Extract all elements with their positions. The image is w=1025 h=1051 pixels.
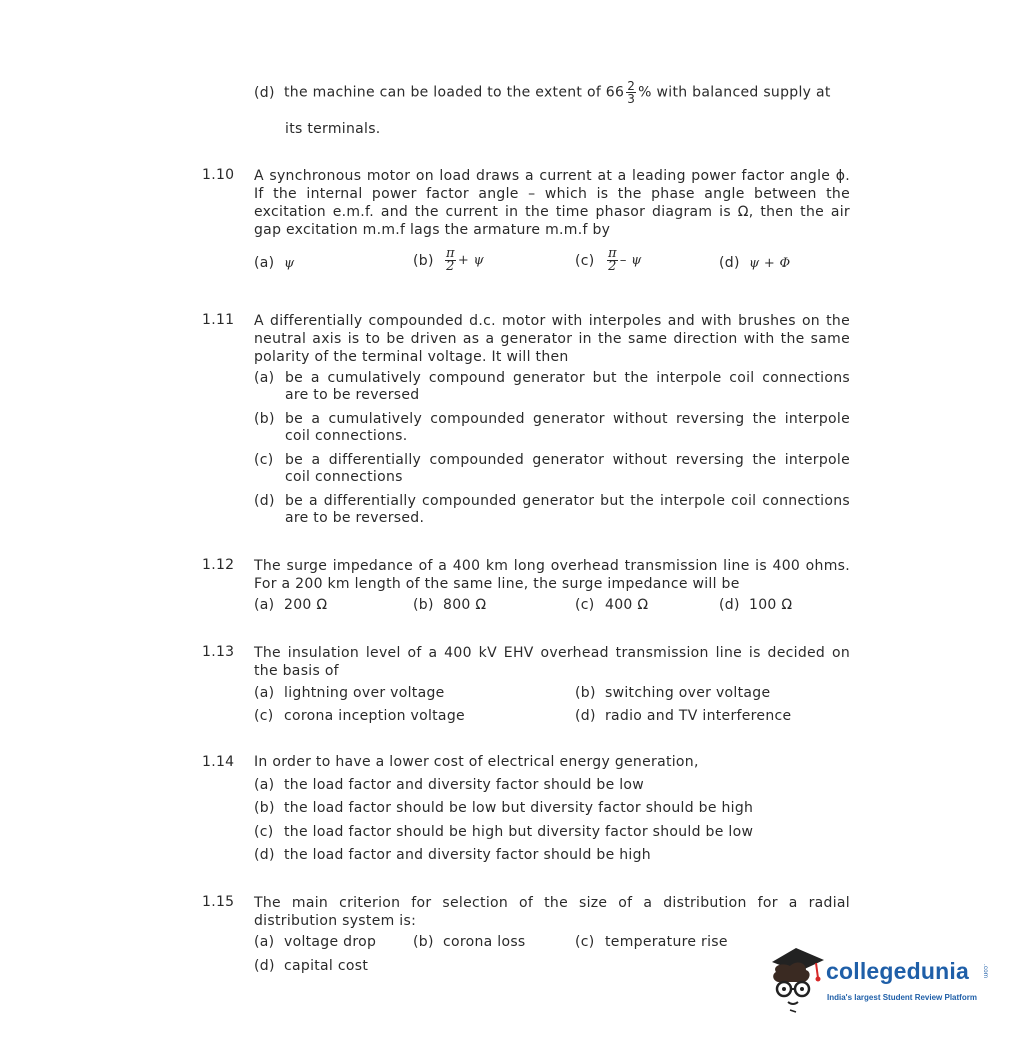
option-text: be a cumulatively compounded generator without reversing the interpole coil connections. — [285, 411, 850, 444]
option-label: (b) — [254, 800, 275, 816]
q109-option-d — [254, 80, 831, 105]
q110-option-d — [719, 255, 791, 271]
option-label: (d) — [254, 84, 275, 101]
question-number: 1.15 — [202, 894, 235, 910]
option-label: (c) — [254, 452, 274, 468]
option-text: be a cumulatively compound generator but the interpole coil connections are to be reversed — [285, 370, 850, 403]
option-label: (a) — [254, 255, 275, 271]
option-label: (a) — [254, 934, 275, 950]
fraction: $\frac{\pi}{2}$ — [608, 246, 617, 274]
option-label: (a) — [254, 777, 275, 793]
option-label: (a) — [254, 370, 275, 386]
option-label: (d) — [719, 255, 740, 271]
option-text: + ψ — [457, 253, 484, 268]
q111-option-d — [254, 493, 850, 527]
q110-option-b — [413, 248, 484, 273]
fraction: $\frac{\pi}{2}$ — [446, 246, 455, 274]
option-text: 100 Ω — [749, 597, 793, 613]
option-text: ψ — [284, 256, 295, 271]
option-label: (b) — [254, 411, 275, 427]
q114-option-a — [254, 777, 644, 793]
q114-option-c — [254, 824, 753, 840]
option-label: (a) — [254, 685, 275, 701]
q115-option-d — [254, 958, 368, 974]
question-stem: The main criterion for selection of the size of a distribution for a radial distribution system is: — [254, 895, 850, 929]
option-text: lightning over voltage — [284, 685, 445, 701]
q114-option-d — [254, 847, 651, 863]
option-text: 400 Ω — [605, 597, 649, 613]
option-text: the load factor and diversity factor should be low — [284, 777, 645, 793]
q112-option-d — [719, 597, 792, 613]
option-text: switching over voltage — [605, 685, 771, 701]
option-label: (b) — [413, 597, 434, 613]
option-text: capital cost — [284, 958, 369, 974]
fraction: $\frac{2}{3}$ — [627, 79, 636, 106]
option-text: voltage drop — [284, 934, 377, 950]
question-number: 1.12 — [202, 557, 235, 573]
option-text: – ψ — [619, 253, 642, 268]
option-label: (b) — [413, 252, 434, 269]
option-text: 200 Ω — [284, 597, 328, 613]
option-text: the load factor and diversity factor should be high — [284, 847, 651, 863]
option-text: ψ + Φ — [749, 256, 791, 271]
option-label: (d) — [719, 597, 740, 613]
logo-suffix: .com — [982, 964, 988, 979]
question-stem: In order to have a lower cost of electrical energy generation, — [254, 754, 699, 770]
option-text: temperature rise — [605, 934, 728, 950]
option-label: (c) — [575, 597, 595, 613]
option-text: 800 Ω — [443, 597, 487, 613]
q113-option-b — [575, 685, 770, 701]
option-text: the machine can be loaded to the extent of 66 — [284, 84, 625, 101]
question-stem: The insulation level of a 400 kV EHV overhead transmission line is decided on the basis of — [254, 645, 850, 679]
question-stem: A synchronous motor on load draws a current at a leading power factor angle ϕ. If the internal power factor angle – which is the phase angle between the excitation e.m.f. and the current in the time phasor diagram is Ω, then the air gap excitation m.m.f lags the armature m.m.f by — [254, 168, 850, 238]
option-text: corona inception voltage — [284, 708, 465, 724]
option-text-after: % with balanced supply at — [638, 84, 831, 101]
collegedunia-logo[interactable] — [766, 944, 996, 1016]
q115-option-a — [254, 934, 376, 950]
q110-option-a — [254, 255, 295, 271]
option-label: (a) — [254, 597, 275, 613]
option-label: (c) — [254, 708, 274, 724]
q111-option-b — [254, 411, 850, 445]
question-stem: A differentially compounded d.c. motor with interpoles and with brushes on the neutral axis is to be driven as a generator in the same direction with the same polarity of the terminal voltage. It will then — [254, 313, 850, 365]
option-text: corona loss — [443, 934, 526, 950]
option-text: the load factor should be high but diversity factor should be low — [284, 824, 754, 840]
option-label: (d) — [254, 847, 275, 863]
option-label: (b) — [413, 934, 434, 950]
option-text: be a differentially compounded generator but the interpole coil connections are to be reversed. — [285, 493, 850, 526]
q109-option-d-line2: its terminals. — [285, 121, 381, 137]
q112-option-b — [413, 597, 486, 613]
question-number: 1.14 — [202, 754, 235, 770]
option-label: (c) — [575, 934, 595, 950]
q110-option-c — [575, 248, 642, 273]
q111-option-a — [254, 370, 850, 404]
option-label: (d) — [254, 493, 275, 509]
option-text: the load factor should be low but diversity factor should be high — [284, 800, 754, 816]
q113-option-d — [575, 708, 791, 724]
q112-option-c — [575, 597, 648, 613]
mascot-icon — [766, 944, 828, 1014]
q115-option-b — [413, 934, 526, 950]
option-label: (c) — [254, 824, 274, 840]
logo-tagline: India's largest Student Review Platform — [827, 993, 977, 1002]
option-label: (b) — [575, 685, 596, 701]
option-text: be a differentially compounded generator without reversing the interpole coil connections — [285, 452, 850, 485]
question-number: 1.10 — [202, 167, 235, 183]
option-text: radio and TV interference — [605, 708, 792, 724]
q111-option-c — [254, 452, 850, 486]
q113-option-c — [254, 708, 465, 724]
option-label: (d) — [254, 958, 275, 974]
q115-option-c — [575, 934, 728, 950]
logo-name: collegedunia — [826, 958, 969, 984]
question-number: 1.11 — [202, 312, 235, 328]
q112-option-a — [254, 597, 327, 613]
option-label: (c) — [575, 252, 595, 269]
question-number: 1.13 — [202, 644, 235, 660]
q113-option-a — [254, 685, 445, 701]
question-stem: The surge impedance of a 400 km long overhead transmission line is 400 ohms. For a 200 km length of the same line, the surge impedance will be — [254, 558, 850, 592]
q114-option-b — [254, 800, 753, 816]
option-label: (d) — [575, 708, 596, 724]
